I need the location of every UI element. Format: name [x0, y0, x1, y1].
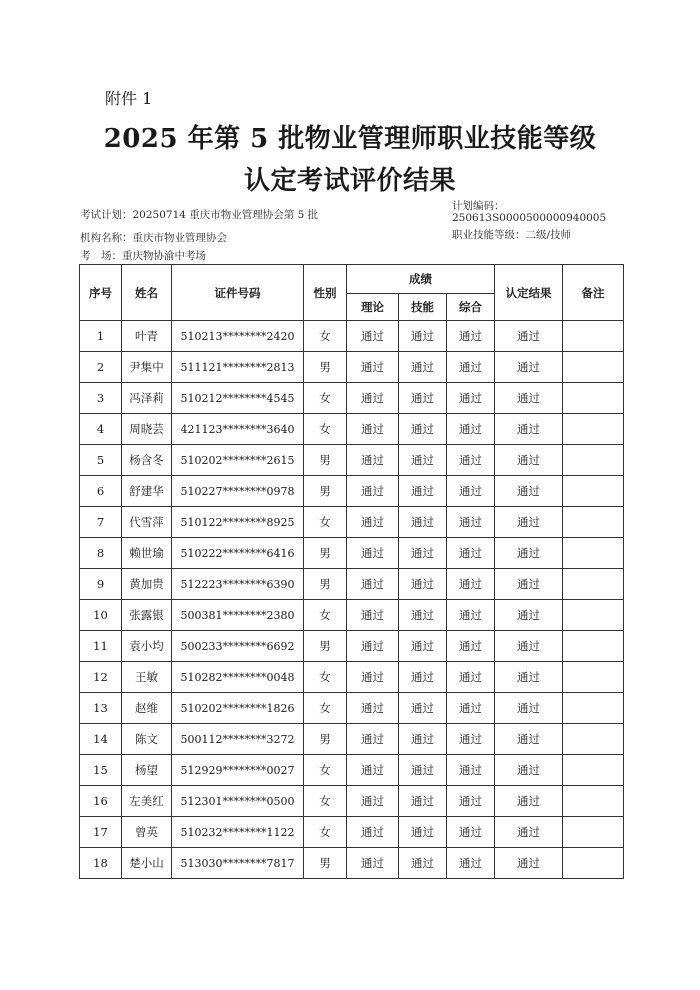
cell-name: 王敏 — [122, 662, 172, 693]
cell-skill: 通过 — [399, 786, 447, 817]
cell-skill: 通过 — [399, 631, 447, 662]
cell-remarks — [563, 817, 624, 848]
cell-theory: 通过 — [347, 445, 399, 476]
cell-result: 通过 — [495, 755, 563, 786]
header-overall: 综合 — [447, 294, 495, 321]
cell-result: 通过 — [495, 414, 563, 445]
cell-gender: 女 — [304, 786, 347, 817]
cell-result: 通过 — [495, 693, 563, 724]
cell-remarks — [563, 476, 624, 507]
cell-result: 通过 — [495, 383, 563, 414]
cell-result: 通过 — [495, 724, 563, 755]
cell-id: 512223********6390 — [172, 569, 304, 600]
cell-result: 通过 — [495, 538, 563, 569]
cell-no: 15 — [80, 755, 122, 786]
cell-name: 杨含冬 — [122, 445, 172, 476]
cell-overall: 通过 — [447, 631, 495, 662]
cell-overall: 通过 — [447, 693, 495, 724]
cell-remarks — [563, 755, 624, 786]
table-row — [80, 321, 624, 352]
cell-name: 尹集中 — [122, 352, 172, 383]
cell-gender: 女 — [304, 600, 347, 631]
cell-skill: 通过 — [399, 507, 447, 538]
cell-no: 7 — [80, 507, 122, 538]
cell-overall: 通过 — [447, 383, 495, 414]
cell-id: 510213********2420 — [172, 321, 304, 352]
cell-id: 510222********6416 — [172, 538, 304, 569]
cell-remarks — [563, 662, 624, 693]
table-row — [80, 662, 624, 693]
cell-no: 3 — [80, 383, 122, 414]
cell-gender: 女 — [304, 507, 347, 538]
cell-name: 周晓芸 — [122, 414, 172, 445]
cell-id: 510212********4545 — [172, 383, 304, 414]
cell-overall: 通过 — [447, 848, 495, 879]
cell-result: 通过 — [495, 817, 563, 848]
header-scores: 成绩 — [347, 265, 495, 294]
cell-name: 冯泽莉 — [122, 383, 172, 414]
document-title-line1: 2025 年第 5 批物业管理师职业技能等级 — [103, 124, 597, 154]
cell-remarks — [563, 445, 624, 476]
cell-theory: 通过 — [347, 848, 399, 879]
cell-overall: 通过 — [447, 724, 495, 755]
cell-no: 17 — [80, 817, 122, 848]
cell-skill: 通过 — [399, 755, 447, 786]
cell-remarks — [563, 848, 624, 879]
cell-no: 14 — [80, 724, 122, 755]
cell-name: 曾英 — [122, 817, 172, 848]
cell-theory: 通过 — [347, 569, 399, 600]
skill-level: 职业技能等级：二级/技师 — [452, 229, 572, 241]
cell-theory: 通过 — [347, 414, 399, 445]
header-result: 认定结果 — [495, 265, 563, 321]
cell-no: 16 — [80, 786, 122, 817]
table-row — [80, 445, 624, 476]
cell-no: 5 — [80, 445, 122, 476]
cell-theory: 通过 — [347, 321, 399, 352]
cell-name: 陈文 — [122, 724, 172, 755]
table-row — [80, 817, 624, 848]
cell-theory: 通过 — [347, 507, 399, 538]
cell-no: 8 — [80, 538, 122, 569]
cell-skill: 通过 — [399, 693, 447, 724]
cell-result: 通过 — [495, 631, 563, 662]
cell-remarks — [563, 507, 624, 538]
cell-name: 黄加贵 — [122, 569, 172, 600]
cell-result: 通过 — [495, 476, 563, 507]
cell-remarks — [563, 321, 624, 352]
cell-name: 赖世瑜 — [122, 538, 172, 569]
cell-skill: 通过 — [399, 817, 447, 848]
cell-gender: 女 — [304, 755, 347, 786]
cell-theory: 通过 — [347, 817, 399, 848]
cell-skill: 通过 — [399, 414, 447, 445]
table-row — [80, 631, 624, 662]
header-name: 姓名 — [122, 265, 172, 321]
plan-code: 250613S0000500000940005 — [452, 212, 607, 224]
results-table — [79, 264, 624, 879]
cell-remarks — [563, 631, 624, 662]
cell-id: 500233********6692 — [172, 631, 304, 662]
document-title-line2: 认定考试评价结果 — [243, 166, 456, 196]
cell-overall: 通过 — [447, 445, 495, 476]
cell-no: 10 — [80, 600, 122, 631]
cell-gender: 男 — [304, 352, 347, 383]
cell-theory: 通过 — [347, 600, 399, 631]
cell-result: 通过 — [495, 786, 563, 817]
cell-gender: 女 — [304, 321, 347, 352]
header-skill: 技能 — [399, 294, 447, 321]
plan-code-label: 计划编码： — [452, 200, 505, 212]
cell-name: 杨望 — [122, 755, 172, 786]
header-gender: 性别 — [304, 265, 347, 321]
cell-skill: 通过 — [399, 600, 447, 631]
exam-venue: 考 场：重庆物协渝中考场 — [80, 250, 206, 262]
cell-remarks — [563, 383, 624, 414]
cell-theory: 通过 — [347, 786, 399, 817]
table-row — [80, 476, 624, 507]
cell-id: 512301********0500 — [172, 786, 304, 817]
cell-remarks — [563, 786, 624, 817]
cell-no: 6 — [80, 476, 122, 507]
cell-skill: 通过 — [399, 445, 447, 476]
cell-no: 11 — [80, 631, 122, 662]
cell-overall: 通过 — [447, 817, 495, 848]
cell-theory: 通过 — [347, 476, 399, 507]
cell-gender: 女 — [304, 383, 347, 414]
table-row — [80, 848, 624, 879]
cell-name: 张露银 — [122, 600, 172, 631]
cell-overall: 通过 — [447, 414, 495, 445]
cell-overall: 通过 — [447, 569, 495, 600]
cell-theory: 通过 — [347, 538, 399, 569]
cell-theory: 通过 — [347, 755, 399, 786]
cell-result: 通过 — [495, 569, 563, 600]
table-row — [80, 538, 624, 569]
cell-name: 袁小均 — [122, 631, 172, 662]
cell-overall: 通过 — [447, 538, 495, 569]
cell-skill: 通过 — [399, 538, 447, 569]
cell-gender: 男 — [304, 538, 347, 569]
cell-no: 18 — [80, 848, 122, 879]
cell-id: 500381********2380 — [172, 600, 304, 631]
cell-result: 通过 — [495, 445, 563, 476]
cell-gender: 男 — [304, 569, 347, 600]
cell-no: 9 — [80, 569, 122, 600]
cell-remarks — [563, 352, 624, 383]
cell-gender: 男 — [304, 724, 347, 755]
cell-name: 叶青 — [122, 321, 172, 352]
header-theory: 理论 — [347, 294, 399, 321]
table-row — [80, 569, 624, 600]
cell-overall: 通过 — [447, 507, 495, 538]
exam-plan: 考试计划：20250714 重庆市物业管理协会第 5 批 — [80, 209, 319, 221]
cell-id: 500112********3272 — [172, 724, 304, 755]
cell-id: 510227********0978 — [172, 476, 304, 507]
table-row — [80, 507, 624, 538]
cell-theory: 通过 — [347, 631, 399, 662]
table-row — [80, 755, 624, 786]
cell-gender: 男 — [304, 631, 347, 662]
header-remarks: 备注 — [563, 265, 624, 321]
cell-overall: 通过 — [447, 786, 495, 817]
cell-overall: 通过 — [447, 662, 495, 693]
cell-gender: 男 — [304, 476, 347, 507]
cell-skill: 通过 — [399, 321, 447, 352]
table-row — [80, 693, 624, 724]
cell-id: 511121********2813 — [172, 352, 304, 383]
cell-gender: 女 — [304, 662, 347, 693]
cell-result: 通过 — [495, 352, 563, 383]
table-row — [80, 724, 624, 755]
cell-id: 510282********0048 — [172, 662, 304, 693]
cell-overall: 通过 — [447, 476, 495, 507]
cell-no: 12 — [80, 662, 122, 693]
cell-remarks — [563, 569, 624, 600]
header-no: 序号 — [80, 265, 122, 321]
cell-id: 510232********1122 — [172, 817, 304, 848]
table-row — [80, 414, 624, 445]
table-row — [80, 383, 624, 414]
attachment-label: 附件 1 — [105, 89, 153, 108]
cell-no: 1 — [80, 321, 122, 352]
cell-result: 通过 — [495, 848, 563, 879]
cell-skill: 通过 — [399, 662, 447, 693]
header-id: 证件号码 — [172, 265, 304, 321]
cell-overall: 通过 — [447, 321, 495, 352]
cell-skill: 通过 — [399, 848, 447, 879]
cell-gender: 男 — [304, 848, 347, 879]
cell-name: 代雪萍 — [122, 507, 172, 538]
cell-skill: 通过 — [399, 352, 447, 383]
cell-overall: 通过 — [447, 755, 495, 786]
cell-theory: 通过 — [347, 352, 399, 383]
cell-name: 舒建华 — [122, 476, 172, 507]
cell-remarks — [563, 600, 624, 631]
cell-theory: 通过 — [347, 693, 399, 724]
cell-id: 421123********3640 — [172, 414, 304, 445]
cell-gender: 男 — [304, 445, 347, 476]
cell-id: 513030********7817 — [172, 848, 304, 879]
cell-skill: 通过 — [399, 569, 447, 600]
cell-id: 510202********1826 — [172, 693, 304, 724]
organization-name: 机构名称：重庆市物业管理协会 — [80, 232, 227, 244]
table-row — [80, 786, 624, 817]
cell-id: 510202********2615 — [172, 445, 304, 476]
cell-gender: 女 — [304, 817, 347, 848]
cell-name: 左美红 — [122, 786, 172, 817]
cell-skill: 通过 — [399, 476, 447, 507]
cell-no: 4 — [80, 414, 122, 445]
cell-skill: 通过 — [399, 383, 447, 414]
cell-result: 通过 — [495, 600, 563, 631]
cell-gender: 女 — [304, 414, 347, 445]
cell-id: 510122********8925 — [172, 507, 304, 538]
cell-theory: 通过 — [347, 383, 399, 414]
cell-theory: 通过 — [347, 724, 399, 755]
cell-remarks — [563, 414, 624, 445]
cell-name: 楚小山 — [122, 848, 172, 879]
cell-result: 通过 — [495, 662, 563, 693]
cell-no: 13 — [80, 693, 122, 724]
cell-gender: 女 — [304, 693, 347, 724]
cell-result: 通过 — [495, 507, 563, 538]
cell-id: 512929********0027 — [172, 755, 304, 786]
cell-skill: 通过 — [399, 724, 447, 755]
cell-remarks — [563, 538, 624, 569]
cell-theory: 通过 — [347, 662, 399, 693]
cell-overall: 通过 — [447, 352, 495, 383]
table-row — [80, 600, 624, 631]
cell-remarks — [563, 693, 624, 724]
table-row — [80, 352, 624, 383]
cell-name: 赵维 — [122, 693, 172, 724]
cell-remarks — [563, 724, 624, 755]
cell-overall: 通过 — [447, 600, 495, 631]
cell-no: 2 — [80, 352, 122, 383]
cell-result: 通过 — [495, 321, 563, 352]
